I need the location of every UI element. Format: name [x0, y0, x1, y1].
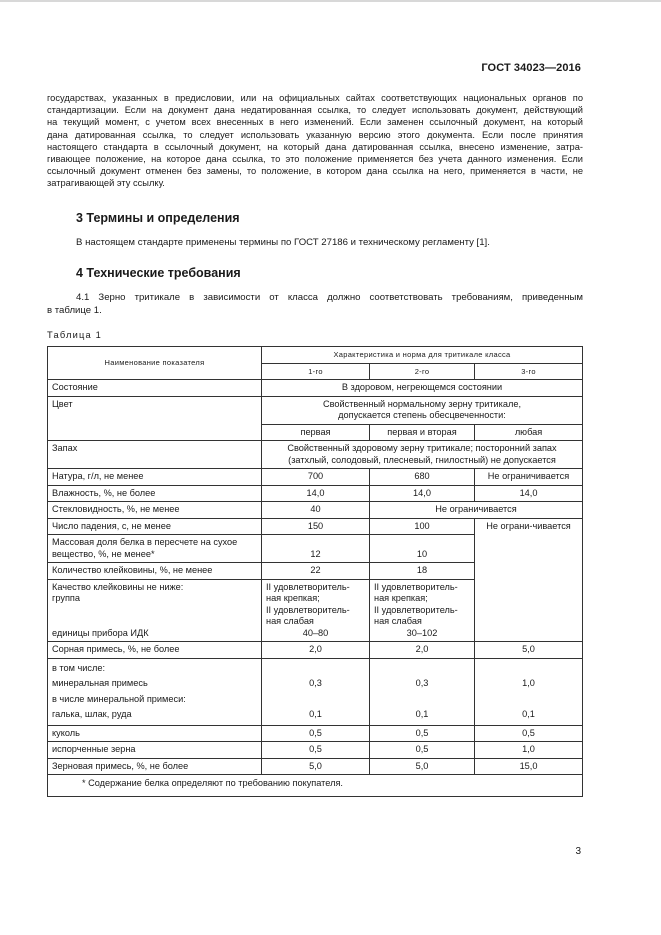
value-line: II удовлетворитель-	[266, 604, 350, 615]
row-name: Цвет	[48, 396, 262, 441]
table-row	[48, 441, 583, 469]
row-value: В здоровом, негреющемся состоянии	[262, 380, 583, 397]
intro-line: на текущий момент, с учетом всех внесенных в него изменений. Если заменен ссылочный документ, на который	[47, 117, 583, 128]
cell-class-1	[262, 658, 370, 725]
cell-class-3: 15,0	[475, 758, 583, 775]
cell-class-1: 700	[262, 469, 370, 486]
cell-class-2-3: Не ограничивается	[370, 502, 583, 519]
intro-line: дана датированная ссылка, то следует использовать указанную версию этого документа. Если после принятия	[47, 129, 583, 140]
cell-class-1: 2,0	[262, 642, 370, 659]
value-line: ная слабая	[374, 616, 422, 626]
page-number: 3	[575, 846, 581, 857]
header-indicator-name: Наименование показателя	[48, 347, 262, 380]
pebbles-value: 0,1	[415, 709, 429, 719]
cell-class-1: 0,5	[262, 725, 370, 742]
pebbles-value: 0,1	[522, 709, 535, 719]
cell-class-3: 1,0	[475, 742, 583, 759]
value-line: Свойственный нормальному зерну тритикале,	[322, 398, 522, 409]
cell-class-2	[370, 658, 475, 725]
cell-class-2: 14,0	[370, 485, 475, 502]
page-top-edge	[0, 0, 661, 2]
cell-class-3: Не ограничивается	[475, 469, 583, 486]
cell-class-2: 0,5	[370, 742, 475, 759]
table-row	[48, 642, 583, 659]
intro-line: ссылочный документ отменен без замены, то положение, в котором дана ссылка на него, применяется в части, не	[47, 166, 583, 177]
cell-class-2: первая и вторая	[370, 424, 475, 441]
table-row	[48, 485, 583, 502]
table-row	[48, 469, 583, 486]
row-name: Число падения, с, не менее	[48, 518, 262, 535]
mineral-value: 0,3	[415, 678, 429, 688]
name-line: вещество, %, не менее*	[52, 548, 155, 559]
table-header-row	[48, 347, 583, 364]
name-line: группа	[52, 593, 81, 603]
name-line: галька, шлак, руда	[52, 709, 132, 719]
row-name: Запах	[48, 441, 262, 469]
table-caption: Таблица 1	[47, 330, 103, 340]
cell-class-2: 680	[370, 469, 475, 486]
row-name: Количество клейковины, %, не менее	[48, 563, 262, 580]
cell-class-3: любая	[475, 424, 583, 441]
header-class-1: 1-го	[262, 363, 370, 380]
header-class-group: Характеристика и норма для тритикале класса	[262, 347, 583, 364]
cell-class-3: 14,0	[475, 485, 583, 502]
name-line: Качество клейковины не ниже:	[52, 581, 184, 592]
table-row	[48, 380, 583, 397]
row-name: Зерновая примесь, %, не более	[48, 758, 262, 775]
row-name: Влажность, %, не более	[48, 485, 262, 502]
intro-line: государствах, указанных в предисловии, или на официальных сайтах соответствующих национальных органов по	[47, 93, 583, 103]
intro-paragraph	[47, 92, 583, 190]
cell-class-3: 5,0	[475, 642, 583, 659]
table-row	[48, 396, 583, 424]
value-line: ная крепкая;	[374, 593, 428, 603]
idk-value: 40–80	[302, 627, 329, 638]
intro-line: настоящего стандарта в ссылочный документ, на который дана датированная ссылка, внесено изменение, затра-	[47, 141, 583, 152]
cell-class-3	[475, 658, 583, 725]
section-4-heading: 4 Технические требования	[76, 266, 241, 280]
table-row	[48, 758, 583, 775]
cell-class-2	[370, 579, 475, 642]
cell-class-1: 5,0	[262, 758, 370, 775]
cell-class-1	[262, 579, 370, 642]
cell-class-1: 14,0	[262, 485, 370, 502]
name-line: в числе минеральной примеси:	[52, 693, 186, 704]
cell-class-2: 18	[370, 563, 475, 580]
name-line: единицы прибора ИДК	[52, 627, 149, 638]
row-name: Состояние	[48, 380, 262, 397]
cell-class-1: 0,5	[262, 742, 370, 759]
row-name: куколь	[48, 725, 262, 742]
value-line: II удовлетворитель-	[374, 604, 458, 615]
value-line: II удовлетворитель-	[374, 581, 458, 592]
name-line: Массовая доля белка в пересчете на сухое	[52, 537, 238, 547]
header-class-3: 3-го	[475, 363, 583, 380]
cell-class-1: первая	[262, 424, 370, 441]
row-name	[48, 579, 262, 642]
cell-class-2: 5,0	[370, 758, 475, 775]
cell-class-2: 2,0	[370, 642, 475, 659]
pebbles-value: 0,1	[309, 709, 322, 719]
requirements-table	[47, 346, 583, 797]
row-value	[262, 396, 583, 424]
table-row	[48, 502, 583, 519]
value-line: Свойственный здоровому зерну тритикале; посторонний запах	[287, 443, 557, 453]
name-line: в том числе:	[52, 662, 106, 673]
cell-class-1: 40	[262, 502, 370, 519]
name-line: минеральная примесь	[52, 678, 148, 688]
header-class-2: 2-го	[370, 363, 475, 380]
intro-line: затрагивающей эту ссылку.	[47, 178, 165, 189]
intro-line: стандартизации. Если на документ дана недатированная ссылка, то следует использовать документ, действующий	[47, 105, 583, 116]
value-line: II удовлетворитель-	[266, 581, 350, 592]
section-3-heading: 3 Термины и определения	[76, 211, 240, 225]
value-line: допускается степень обесцвеченности:	[338, 410, 506, 420]
cell-class-1: 22	[262, 563, 370, 580]
value-line: (затхлый, солодовый, плесневый, гнилостный) не допускается	[288, 454, 556, 465]
table-row	[48, 658, 583, 725]
cell-class-2: 0,5	[370, 725, 475, 742]
mineral-value: 0,3	[309, 678, 322, 688]
table-footnote-row	[48, 775, 583, 797]
document-id: ГОСТ 34023—2016	[481, 62, 581, 74]
table-footnote: * Содержание белка определяют по требованию покупателя.	[48, 775, 583, 797]
table-row	[48, 725, 583, 742]
value-line: ная слабая	[266, 616, 314, 626]
cell-class-1: 12	[262, 535, 370, 563]
cell-class-2: 100	[370, 518, 475, 535]
row-name: Натура, г/л, не менее	[48, 469, 262, 486]
section-4-text-line1: 4.1 Зерно тритикале в зависимости от класса должно соответствовать требованиям, приведенным	[76, 292, 583, 303]
row-name: испорченные зерна	[48, 742, 262, 759]
idk-value: 30–102	[406, 627, 438, 638]
table-row	[48, 518, 583, 535]
row-name: Стекловидность, %, не менее	[48, 502, 262, 519]
intro-line: гивающее положение, на которое дана ссылка, то это положение применяется без учета данного изменения. Если	[47, 154, 583, 165]
cell-class-3: Не ограни-чивается	[475, 518, 583, 642]
row-name: Сорная примесь, %, не более	[48, 642, 262, 659]
cell-class-2: 10	[370, 535, 475, 563]
cell-class-3: 0,5	[475, 725, 583, 742]
section-3-text: В настоящем стандарте применены термины по ГОСТ 27186 и техническому регламенту [1].	[76, 237, 490, 248]
table-row	[48, 742, 583, 759]
value-line: ная крепкая;	[266, 593, 320, 603]
row-name	[48, 658, 262, 725]
cell-class-1: 150	[262, 518, 370, 535]
row-name	[48, 535, 262, 563]
row-value	[262, 441, 583, 469]
section-4-text-line2: в таблице 1.	[47, 305, 102, 316]
mineral-value: 1,0	[522, 678, 535, 688]
